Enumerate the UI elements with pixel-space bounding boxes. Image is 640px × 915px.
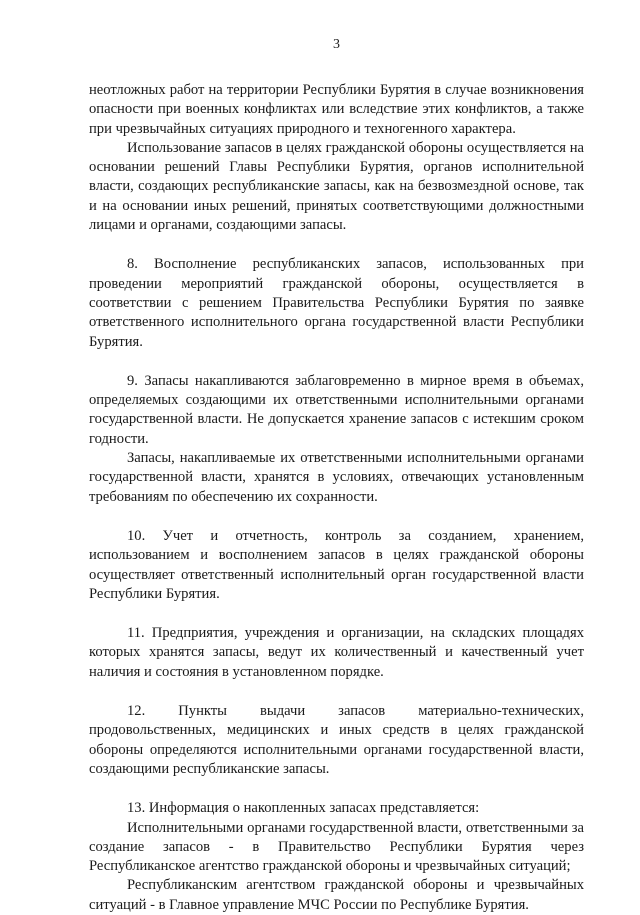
document-body	[89, 81, 584, 915]
paragraph-gap	[89, 507, 584, 527]
page-number: 3	[333, 37, 340, 52]
paragraph: 11. Предприятия, учреждения и организации, на складских площадях которых хранятся запасы, ведут их количественный и качественный учет наличия и состояния в установленном порядке.	[89, 625, 584, 680]
paragraph-gap	[89, 352, 584, 372]
paragraph-gap	[89, 604, 584, 624]
paragraph-gap	[89, 235, 584, 255]
paragraph: Исполнительными органами государственной власти, ответственными за создание запасов - в Правительство Республики Бурятия через Республиканское агентство гражданской обороны и чрезвычайных ситуаций;	[89, 819, 584, 875]
paragraph: Запасы, накапливаемые их ответственными исполнительными органами государственной власти, хранятся в условиях, отвечающих установленным требованиям по обеспечению их сохранности.	[89, 450, 584, 505]
paragraph: Использование запасов в целях гражданской обороны осуществляется на основании решений Главы Республики Бурятия, органов исполнительной власти, создающих республиканские запасы, как на безвозмездной основе, так и на основании иных решений, принятых соответствующими должностными лицами и органами, создающими запасы.	[89, 139, 584, 234]
paragraph: неотложных работ на территории Республики Бурятия в случае возникновения опасности при военных конфликтах или вследствие этих конфликтов, а также при чрезвычайных ситуациях природного и техногенного характера.	[89, 82, 584, 137]
paragraph-gap	[89, 779, 584, 799]
paragraph: 10. Учет и отчетность, контроль за созданием, хранением, использованием и восполнением запасов в целях гражданской обороны осуществляет ответственный исполнительный орган государственной власти Республики Бурятия.	[89, 527, 584, 602]
paragraph: 8. Восполнение республиканских запасов, использованных при проведении мероприятий гражданской обороны, осуществляется в соответствии с решением Правительства Республики Бурятия по заявке ответственного исполнительного органа государственной власти Республики Бурятия.	[89, 256, 584, 350]
paragraph-gap	[89, 682, 584, 702]
paragraph: 9. Запасы накапливаются заблаговременно в мирное время в объемах, определяемых создающими их ответственными исполнительными органами государственной власти. Не допускается хранение запасов с истекшим сроком годности.	[89, 372, 584, 447]
paragraph: Республиканским агентством гражданской обороны и чрезвычайных ситуаций - в Главное управление МЧС России по Республике Бурятия.	[89, 877, 584, 913]
paragraph: 12. Пункты выдачи запасов материально-технических, продовольственных, медицинских и иных средств в целях гражданской обороны определяются исполнительными органами государственной власти, создающими республиканские запасы.	[89, 703, 584, 777]
paragraph: 13. Информация о накопленных запасах представляется:	[127, 800, 480, 817]
